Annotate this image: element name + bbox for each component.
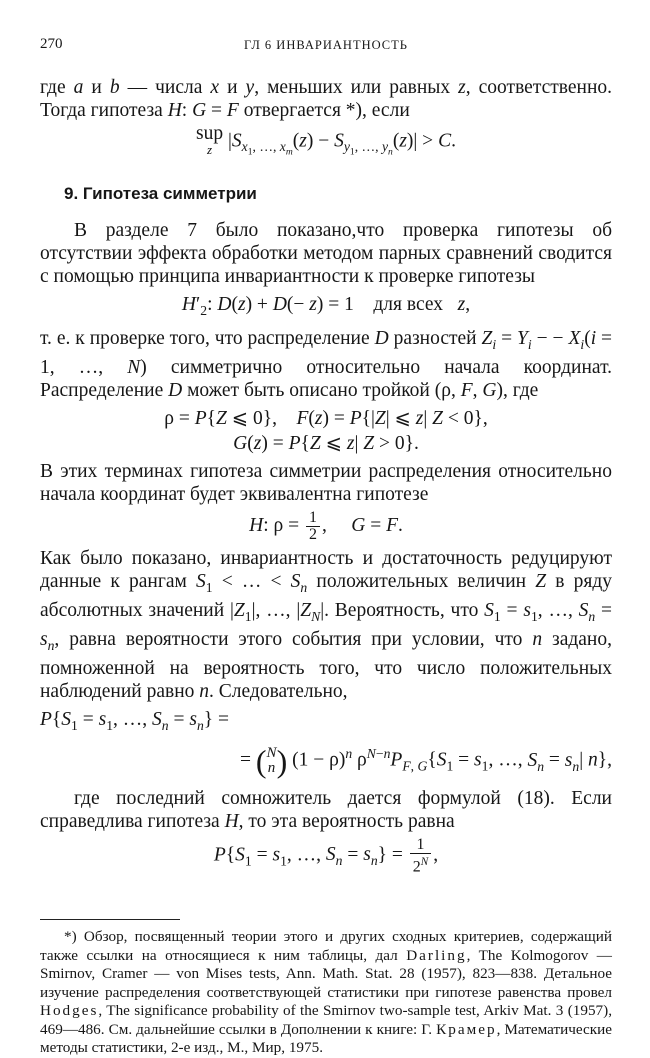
page-number: 270 bbox=[40, 36, 63, 52]
author-name: Darling bbox=[406, 946, 467, 964]
author-name: Крамер bbox=[436, 1020, 497, 1038]
author-name: Hodges bbox=[40, 1002, 99, 1020]
running-title: ГЛ 6 ИНВАРИАНТНОСТЬ bbox=[244, 38, 408, 52]
equation: $P\{S_1 = s_1$, …, $S_n = s_n$} = bbox=[40, 708, 230, 733]
equation: H: ρ = $\frac{1}{2}$ , G = F. bbox=[249, 508, 403, 543]
book-page bbox=[40, 30, 613, 1057]
paragraph: т. е. к проверке того, что распределение D разностей $Z_i = Y_i$ − − $X_i(i = 1$, …, N) симметрично относительно начала координат. Распределение D может быть описано тройкой (ρ, F, G), где bbox=[40, 327, 613, 401]
footnote-marker: *) bbox=[64, 928, 77, 946]
equation: ρ = P{Z ⩽ 0}, F(z) = P{|Z| ⩽ z| Z < 0}, G(z) = P{Z ⩽ z| Z > 0}. bbox=[164, 407, 488, 454]
equation: $H'_2$: D(z) + D(− z) = 1 для всех z, bbox=[181, 294, 471, 318]
body-text bbox=[40, 76, 612, 875]
footnote-separator bbox=[40, 919, 180, 920]
equation: $P\{S_1 = s_1$, …, $S_n = s_n$} = $\frac{1}{2^N}$ , bbox=[213, 835, 439, 876]
equation: = ( N n ) $(1 - \rho)^n$ $\rho^{N-n}P_{F, G}\{S_1 = s_1$, …, $S_n = s_n|$ n}, bbox=[240, 743, 612, 780]
paragraph: В разделе 7 было показано,что проверка гипотезы об отсутствии эффекта обработки методом парных сравнений сводится с помощью принципа инвариантности к проверке гипотезы bbox=[40, 220, 612, 288]
footnote: *) Обзор, посвященный теории этого и других сходных критериев, содержащий также ссылки на относящиеся к ним таблицы, дал Darling, The Kolmogorov — Smirnov, Cramer — von Mises tests, Ann. Math. Stat. 28 (1957), 823—838. Детальное изучение распределения соответствующей статистики при гипотезе равенства провел Hodges, The significance probability of the Smirnov two-sample test, Arkiv Mat. 3 (1957), 469—486. См. дальнейшие ссылки в Дополнении к книге: Г. Крамер, Математические методы статистики, 2-е изд., М., Мир, 1975. bbox=[40, 928, 613, 1057]
equation: sup z $|S_{x_1, \dots, x_m}(z) - S_{y_1, \dots, y_n}(z)| > C$. bbox=[196, 123, 456, 159]
section-heading: 9. Гипотеза симметрии bbox=[64, 184, 257, 204]
paragraph: В этих терминах гипотеза симметрии распределения относительно начала координат будет эквивалентна гипотезе bbox=[40, 460, 612, 505]
paragraph: где последний сомножитель дается формулой (18). Если справедлива гипотеза H, то эта вероятность равна bbox=[40, 787, 612, 832]
page-header bbox=[40, 30, 612, 56]
paragraph: Как было показано, инвариантность и достаточность редуцируют данные к рангам $S_1$ < … < $S_n$ положительных величин Z в ряду абсолютных значений $|Z_1|$, …, $|Z_N|$. Вероятность, что $S_1 = s_1$, …, $S_n = s_n$, равна вероятности этого события при условии, что n задано, помноженной на вероятность того, что число положительных наблюдений равно n. Следовательно, bbox=[40, 547, 613, 702]
paragraph: где a и b — числа x и y, меньших или равных z, соответственно. Тогда гипотеза H: G = F отвергается *), если bbox=[40, 77, 613, 121]
